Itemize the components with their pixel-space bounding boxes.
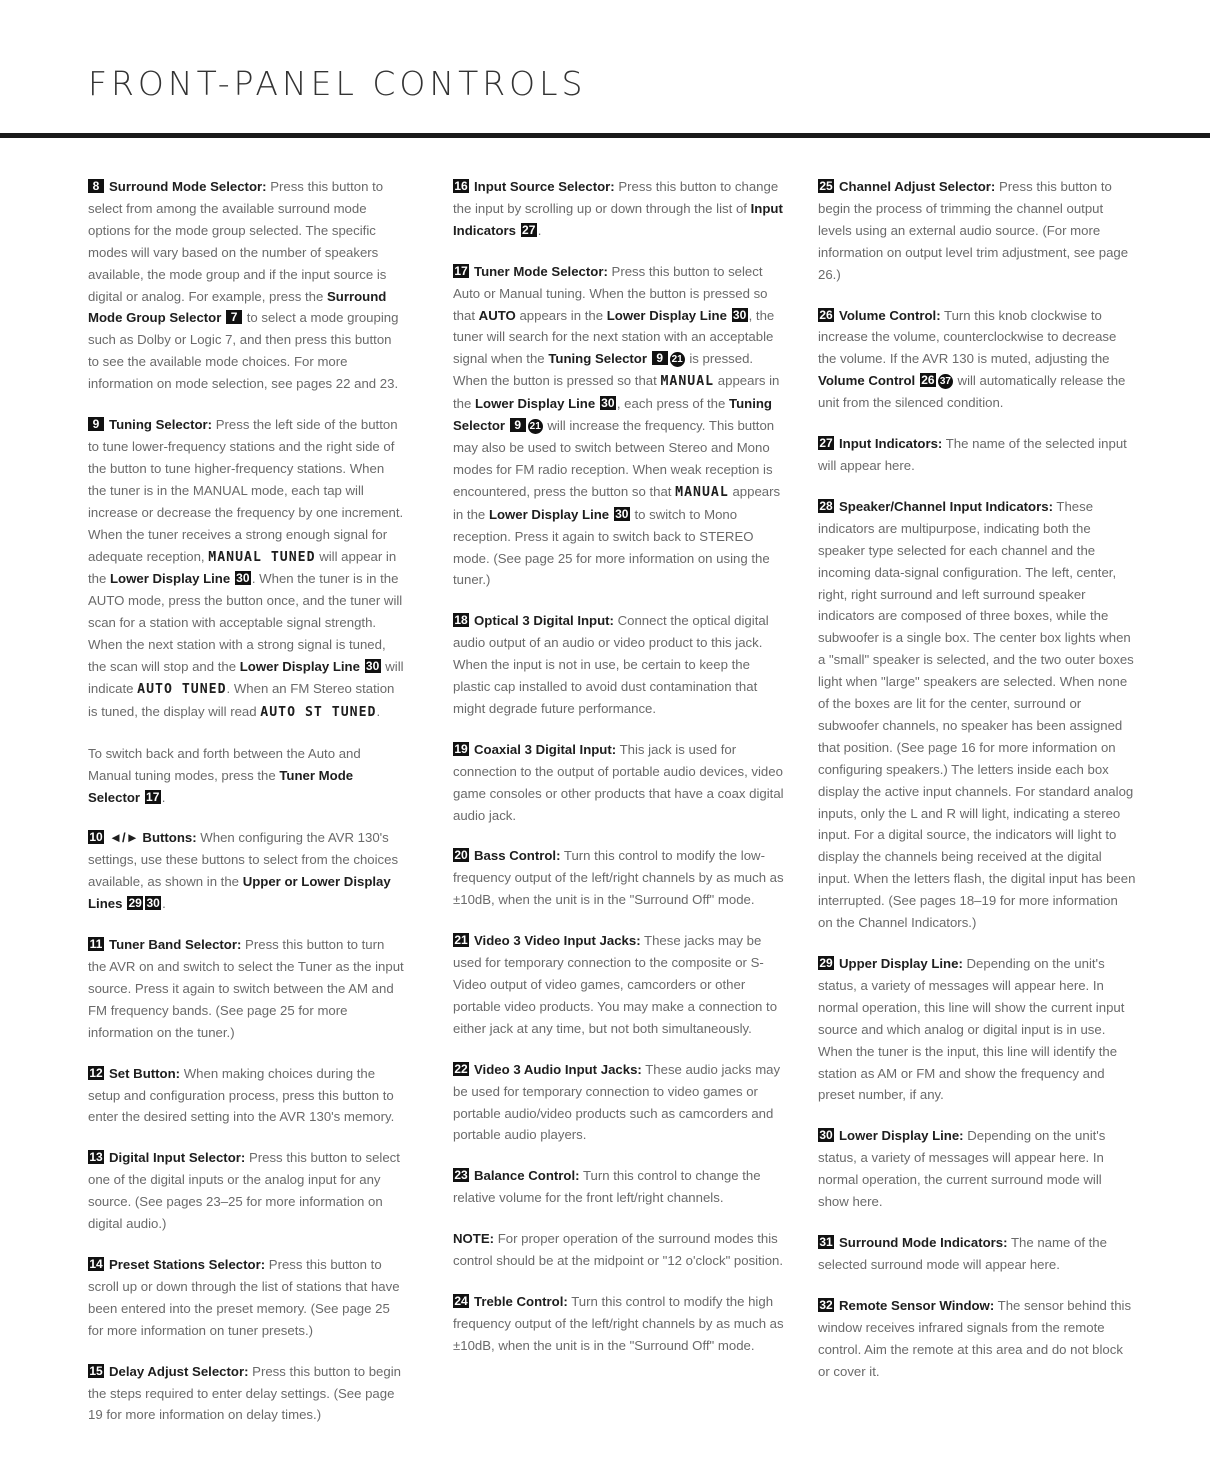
entry-remote-sensor-window: 32 Remote Sensor Window: The sensor behind this window receives infrared signals from the remote control. Aim the remote at this area and do not block or cover it.: [818, 1297, 1132, 1379]
paragraph-tuner-mode: To switch back and forth between the Auto and Manual tuning modes, press the Tuner Mode Selector 17 .: [88, 745, 361, 805]
callout-number: 30: [819, 1128, 833, 1143]
callout-number: 31: [819, 1234, 833, 1249]
entry-delay-adjust-selector: 15 Delay Adjust Selector: Press this button to begin the steps required to enter delay settings. (See page 19 for more information on delay times.): [88, 1363, 401, 1423]
ref-number: 9: [510, 418, 526, 432]
entry-digital-input-selector: 13 Digital Input Selector: Press this button to select one of the digital inputs or the analog input for any source. (See pages 23–25 for more information on digital audio.): [88, 1150, 400, 1232]
entry-title: Upper Display Line:: [839, 956, 963, 971]
entry-set-button: 12 Set Button: When making choices during the setup and configuration process, press this button to enter the desired setting into the AVR 130's memory.: [88, 1065, 395, 1125]
callout-number: 16: [454, 179, 468, 193]
header-divider: [0, 133, 1210, 138]
entry-title: Surround Mode Selector:: [109, 179, 267, 194]
callout-number: 15: [89, 1363, 103, 1378]
ref-number: 30: [615, 506, 629, 521]
entry-coaxial-3-digital-input: 19 Coaxial 3 Digital Input: This jack is used for connection to the output of portable audio devices, video game consoles or other products that have a coax digital audio jack.: [453, 741, 784, 823]
ref-number: 30: [146, 896, 160, 911]
ref-number: 30: [365, 659, 380, 674]
callout-number: 10: [89, 830, 103, 845]
entry-arrow-buttons: 10 ◄/► Buttons: When configuring the AVR 130's settings, use these buttons to select from the choices available, as shown in the Upper or Lower Display Lines 29 30 .: [88, 830, 399, 912]
column-right: [818, 176, 1136, 1401]
callout-number: 8: [88, 179, 104, 193]
entry-title: Tuning Selector:: [109, 417, 213, 433]
entry-title: Balance Control:: [474, 1168, 580, 1184]
entry-title: Channel Adjust Selector:: [839, 179, 996, 194]
callout-number: 14: [89, 1256, 103, 1271]
ref-number: 17: [146, 789, 160, 804]
entry-title: Optical 3 Digital Input:: [474, 613, 614, 629]
page-header: [88, 64, 586, 103]
callout-number: 24: [454, 1293, 468, 1308]
entry-title: Input Indicators:: [839, 436, 943, 452]
entry-treble-control: 24 Treble Control: Turn this control to modify the high frequency output of the left/right channels by as much as ±10dB, when the unit is in the "Surround Off" mode.: [453, 1293, 784, 1353]
callout-number: 27: [819, 436, 833, 451]
callout-number: 18: [454, 613, 468, 628]
entry-video-3-video-input-jacks: 21 Video 3 Video Input Jacks: These jacks may be used for temporary connection to the composite or S-Video output of video games, camcorders or other portable video products. You may make a connection to either jack at any time, but not both simultaneously.: [453, 933, 778, 1036]
entry-input-source-selector: 16 Input Source Selector: Press this button to change the input by scrolling up or down through the list of Input Indicators 27 .: [453, 179, 783, 238]
entry-title: Lower Display Line:: [839, 1128, 964, 1144]
entry-lower-display-line: 30 Lower Display Line: Depending on the unit's status, a variety of messages will appear here. In normal operation, the current surround mode will show here.: [818, 1128, 1106, 1210]
entry-title: Bass Control:: [474, 848, 561, 864]
ref-number: 29: [128, 896, 142, 911]
entry-bass-control: 20 Bass Control: Turn this control to modify the low-frequency output of the left/right channels by as much as ±10dB, when the unit is in the "Surround Off" mode.: [453, 848, 784, 908]
entry-balance-control: 23 Balance Control: Turn this control to change the relative volume for the front left/right channels.: [453, 1168, 761, 1206]
ref-number: 30: [732, 307, 747, 322]
callout-number: 20: [454, 848, 468, 863]
entry-surround-mode-indicators: 31 Surround Mode Indicators: The name of the selected surround mode will appear here.: [818, 1234, 1107, 1272]
entry-title: Preset Stations Selector:: [109, 1256, 266, 1272]
ref-number: 27: [522, 222, 536, 237]
page-title: FRONT-PANEL CONTROLS: [88, 64, 587, 103]
callout-number: 29: [819, 956, 833, 970]
ref-number: 30: [236, 571, 250, 586]
callout-number: 13: [89, 1150, 103, 1165]
entry-title: Video 3 Audio Input Jacks:: [474, 1061, 642, 1077]
entry-title: Tuner Mode Selector:: [474, 263, 608, 279]
entry-preset-stations-selector: 14 Preset Stations Selector: Press this button to scroll up or down through the list of stations that have been entered into the preset memory. (See page 25 for more information on tuner presets.): [88, 1256, 400, 1338]
entry-title: Video 3 Video Input Jacks:: [474, 933, 641, 949]
callout-number: 32: [819, 1297, 833, 1312]
entry-tuner-band-selector: 11 Tuner Band Selector: Press this button to turn the AVR on and switch to select the Tuner as the input source. Press it again to switch between the AM and FM frequency bands. (See page 25 for more information on the tuner.): [88, 937, 404, 1040]
entry-optical-3-digital-input: 18 Optical 3 Digital Input: Connect the optical digital audio output of an audio or video product to this jack. When the input is not in use, be certain to keep the plastic cap installed to avoid dust contamination that might degrade future performance.: [453, 613, 769, 716]
column-left: [88, 176, 406, 1445]
entry-volume-control: 26 Volume Control: Turn this knob clockwise to increase the volume, counterclockwise to decrease the volume. If the AVR 130 is muted, adjusting the Volume Control 26 37 will automatically release the unit from the silenced condition.: [818, 307, 1126, 411]
entry-title: Surround Mode Indicators:: [839, 1234, 1008, 1250]
callout-number: 17: [454, 263, 468, 278]
remote-ref-number: 21: [529, 421, 541, 433]
remote-ref-number: 21: [671, 354, 683, 366]
callout-number: 23: [454, 1168, 468, 1183]
entry-video-3-audio-input-jacks: 22 Video 3 Audio Input Jacks: These audio jacks may be used for temporary connection to video games or portable audio/video products such as camcorders and portable audio players.: [453, 1061, 781, 1143]
entry-tuning-selector: 9 Tuning Selector: Press the left side of the button to tune lower-frequency stations and the right side of the button to tune higher-frequency stations. When the tuner is in the MANUAL mode, each tap will increase or decrease the frequency by one increment. When the tuner receives a strong enough signal for adequate reception, MANUAL TUNED will appear in the Lower Display Line 30 . When the tuner is in the AUTO mode, press the button once, and the tuner will scan for a station with acceptable signal strength. When the next station with a strong signal is tuned, the scan will stop and the Lower Display Line 30 will indicate AUTO TUNED. When an FM Stereo station is tuned, the display will read AUTO ST TUNED.: [88, 417, 404, 720]
entry-tuner-mode-selector: 17 Tuner Mode Selector: Press this button to select Auto or Manual tuning. When the button is pressed so that AUTO appears in the Lower Display Line 30 , the tuner will search for the next station with an acceptable signal when the Tuning Selector 9 21 is pressed. When the button is pressed so that MANUAL appears in the Lower Display Line 30 , each press of the Tuning Selector 9 21 will increase the frequency. This button may also be used to switch between Stereo and Mono modes for FM radio reception. When weak reception is encountered, press the button so that MANUAL appears in the Lower Display Line 30 to switch to Mono reception. Press it again to switch back to STEREO mode. (See page 25 for more information on using the tuner.): [453, 263, 781, 588]
entry-title: ◄/► Buttons:: [109, 830, 197, 846]
entry-title: Digital Input Selector:: [109, 1150, 246, 1166]
ref-number: 26: [921, 373, 935, 388]
entry-title: Treble Control:: [474, 1293, 568, 1309]
entry-title: Delay Adjust Selector:: [109, 1363, 249, 1379]
entry-title: Remote Sensor Window:: [839, 1297, 995, 1313]
note-label: NOTE:: [453, 1231, 495, 1247]
entry-title: Tuner Band Selector:: [109, 937, 242, 953]
callout-number: 19: [454, 741, 468, 756]
callout-number: 9: [88, 417, 104, 431]
entry-title: Input Source Selector:: [474, 179, 615, 194]
entry-title: Coaxial 3 Digital Input:: [474, 741, 617, 757]
column-middle: [453, 176, 785, 1376]
callout-number: 12: [89, 1065, 103, 1080]
entry-speaker-channel-input-indicators: 28 Speaker/Channel Input Indicators: These indicators are multipurpose, indicating both the speaker type selected for each channel and the incoming data-signal configuration. The left, center, right, right surround and left surround speaker indicators are composed of three boxes, while the subwoofer is a single box. The center box lights when a "small" speaker is selected, and the two outer boxes light when "large" speakers are selected. When none of the boxes are lit for the center, surround or subwoofer channels, no speaker has been assigned that position. (See page 16 for more information on configuring speakers.) The letters inside each box display the active input channels. For standard analog inputs, only the L and R will light, indicating a stereo input. For a digital source, the indicators will light to display the channels being received at the digital input. When the letters flash, the digital input has been interrupted. (See pages 18–19 for more information on the Channel Indicators.): [818, 498, 1136, 931]
ref-number: 9: [652, 351, 668, 365]
callout-number: 25: [819, 179, 833, 193]
callout-number: 22: [454, 1061, 468, 1076]
callout-number: 11: [89, 937, 103, 952]
entry-title: Set Button:: [109, 1065, 181, 1081]
callout-number: 28: [819, 498, 833, 513]
callout-number: 21: [454, 933, 468, 948]
entry-title: Volume Control:: [839, 307, 941, 323]
entry-upper-display-line: 29 Upper Display Line: Depending on the unit's status, a variety of messages will appear here. In normal operation, this line will show the current input source and which analog or digital input is in use. When the tuner is the input, this line will identify the station as AM or FM and show the frequency and preset number, if any.: [818, 956, 1125, 1103]
remote-ref-number: 37: [939, 376, 951, 388]
entry-channel-adjust-selector: 25 Channel Adjust Selector: Press this button to begin the process of trimming the channel output levels using an external audio source. (For more information on output level trim adjustment, see page 26.): [818, 179, 1129, 282]
callout-number: 26: [819, 307, 833, 322]
entry-surround-mode-selector: 8 Surround Mode Selector: Press this button to select from among the available surround mode options for the mode group selected. The specific modes will vary based on the number of speakers available, the mode group and if the input source is digital or analog. For example, press the Surround Mode Group Selector 7 to select a mode grouping such as Dolby or Logic 7, and then press this button to see the available mode choices. For more information on mode selection, see pages 22 and 23.: [88, 179, 399, 392]
note-paragraph: NOTE: For proper operation of the surround modes this control should be at the midpoint or "12 o'clock" position.: [453, 1231, 784, 1269]
entry-title: Speaker/Channel Input Indicators:: [839, 498, 1053, 514]
ref-number: 7: [226, 310, 242, 324]
ref-number: 30: [601, 396, 615, 411]
entry-input-indicators: 27 Input Indicators: The name of the selected input will appear here.: [818, 436, 1127, 473]
